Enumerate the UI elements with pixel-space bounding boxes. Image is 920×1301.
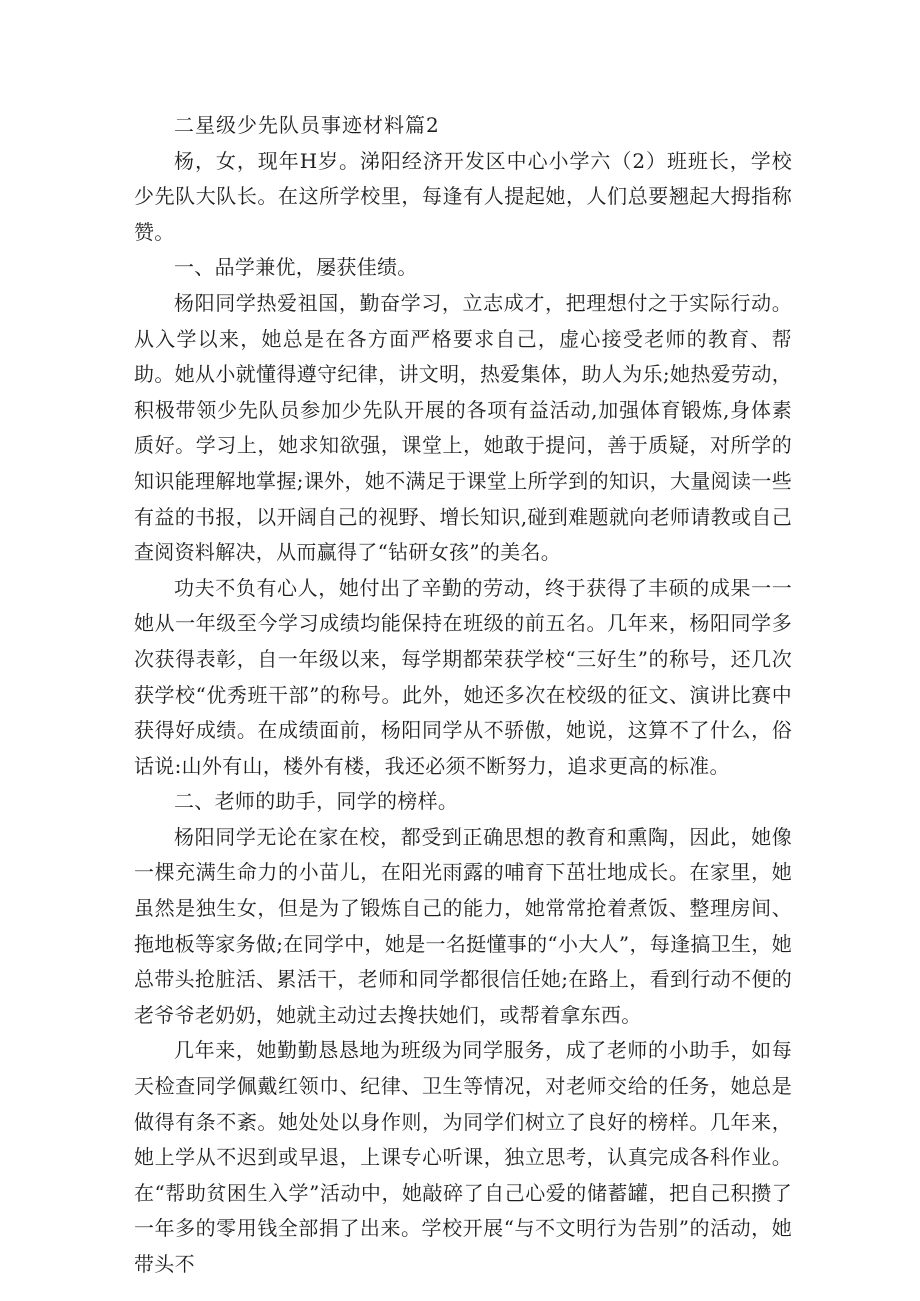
section-heading-2: 二、老师的助手，同学的榜样。: [174, 789, 459, 814]
document-body: [134, 108, 792, 1283]
document-title: 二星级少先队员事迹材料篇2: [174, 113, 440, 137]
paragraph-intro: 杨，女，现年H岁。涕阳经济开发区中心小学六（2）班班长，学校少先队大队长。在这所学校里，每逢有人提起她，人们总要翘起大拇指称赞。: [134, 148, 792, 244]
section-heading-1: 一、品学兼优，屡获佳绩。: [174, 255, 418, 280]
paragraph-study: 杨阳同学热爱祖国，勤奋学习，立志成才，把理想付之于实际行动。从入学以来，她总是在各方面严格要求自己，虚心接受老师的教育、帮助。她从小就懂得遵守纪律，讲文明，热爱集体，助人为乐;她热爱劳动，积极带领少先队员参加少先队开展的各项有益活动,加强体育锻炼,身体素质好。学习上，她求知欲强，课堂上，她敢于提问，善于质疑，对所学的知识能理解地掌握;课外，她不满足于课堂上所学到的知识，大量阅读一些有益的书报，以开阔自己的视野、增长知识,碰到难题就向老师请教或自己查阅资料解决，从而赢得了“钻研女孩”的美名。: [134, 290, 792, 565]
paragraph-achievements: 功夫不负有心人，她付出了辛勤的劳动，终于获得了丰硕的成果一一她从一年级至今学习成绩均能保持在班级的前五名。几年来，杨阳同学多次获得表彰，自一年级以来，每学期都荣获学校“三好生”的称号，还几次获学校“优秀班干部”的称号。此外，她还多次在校级的征文、演讲比赛中获得好成绩。在成绩面前，杨阳同学从不骄傲，她说，这算不了什么，俗话说:山外有山，楼外有楼，我还必须不断努力，追求更高的标准。: [134, 575, 792, 778]
paragraph-helper: 几年来，她勤勤恳恳地为班级为同学服务，成了老师的小助手，如每天检查同学佩戴红领巾、纪律、卫生等情况，对老师交给的任务，她总是做得有条不紊。她处处以身作则，为同学们树立了良好的榜样。几年来，她上学从不迟到或早退，上课专心听课，独立思考，认真完成各科作业。在“帮助贫困生入学”活动中，她敲碎了自己心爱的储蓄罐，把自己积攒了一年多的零用钱全部捐了出来。学校开展“与不文明行为告别”的活动，她带头不: [134, 1038, 792, 1276]
paragraph-home-school: 杨阳同学无论在家在校，都受到正确思想的教育和熏陶，因此，她像一棵充满生命力的小苗儿，在阳光雨露的哺育下茁壮地成长。在家里，她虽然是独生女，但是为了锻炼自己的能力，她常常抢着煮饭、整理房间、拖地板等家务做;在同学中，她是一名挺懂事的“小大人”，每逢搞卫生，她总带头抢脏活、累活干，老师和同学都很信任她;在路上，看到行动不便的老爷爷老奶奶，她就主动过去搀扶她们，或帮着拿东西。: [134, 824, 792, 1027]
